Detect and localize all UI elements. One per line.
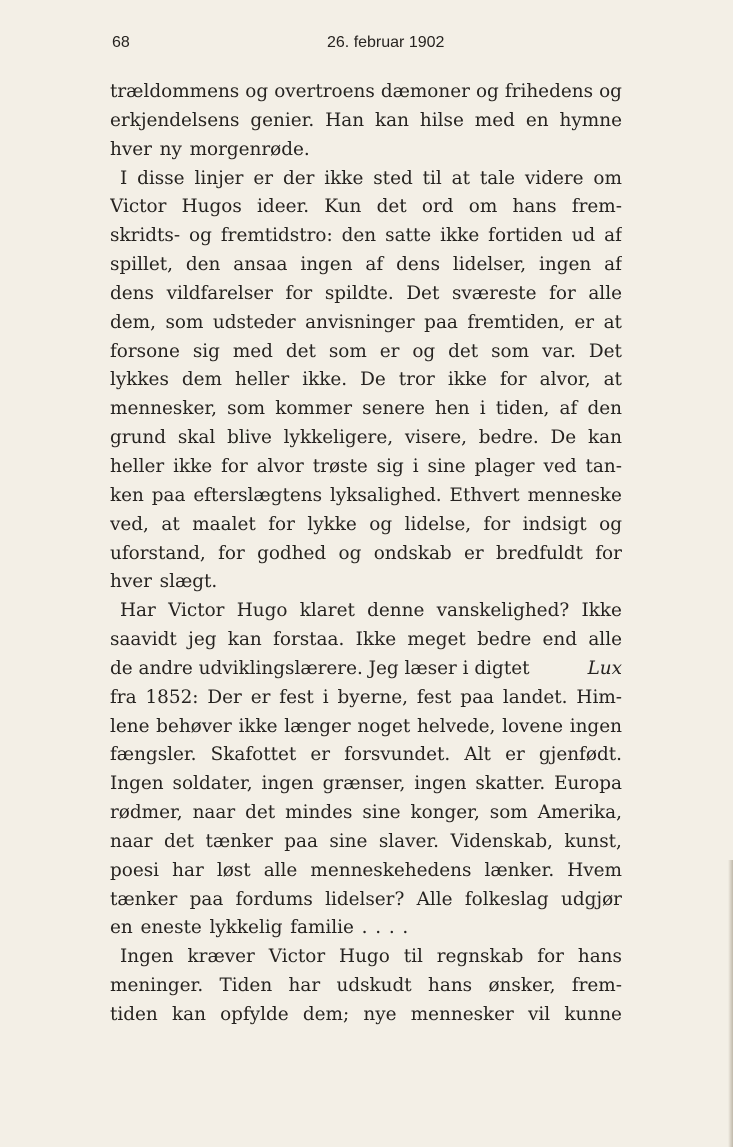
word: om	[468, 196, 498, 218]
text-line	[110, 338, 622, 367]
word: sine	[329, 830, 368, 852]
word: ikke	[324, 167, 364, 189]
word: forsone	[110, 340, 180, 362]
text-line	[110, 309, 622, 338]
word: ingen	[414, 773, 467, 795]
word: for	[549, 282, 576, 304]
word: lidelser?	[325, 888, 405, 910]
word: Victor	[110, 196, 167, 218]
word: Der	[207, 686, 242, 708]
word: til	[403, 946, 423, 968]
word: 1852:	[145, 686, 199, 708]
word: grund	[110, 427, 167, 449]
word: sig	[192, 340, 220, 362]
word: det	[448, 340, 479, 362]
word: sted	[373, 167, 413, 189]
word: helvede,	[417, 715, 496, 737]
word: slægt.	[159, 571, 218, 593]
word: den	[587, 398, 622, 420]
word: sværeste	[451, 282, 537, 304]
word: trøste	[312, 455, 368, 477]
word: dem,	[110, 311, 156, 333]
word: Han	[325, 109, 365, 131]
text-line	[110, 193, 622, 222]
word: overtroens	[274, 81, 375, 102]
word: fest	[416, 686, 452, 708]
text-line	[110, 78, 622, 107]
word: fortiden	[488, 225, 563, 247]
word: blive	[227, 427, 272, 449]
word: for	[268, 513, 295, 535]
word: lyksalighed.	[329, 484, 442, 506]
word: bredfuldt	[496, 542, 583, 564]
word: og	[599, 513, 622, 535]
word: rødmer,	[110, 802, 183, 824]
word: ondskab	[373, 542, 452, 564]
word: vildfarelser	[166, 282, 273, 304]
word: hver	[110, 571, 152, 593]
word: ingen	[300, 254, 353, 276]
word: fordums	[235, 888, 313, 910]
word: Alle	[416, 888, 453, 910]
word: Ikke	[581, 600, 622, 622]
text-line	[110, 713, 622, 742]
word: er	[505, 744, 525, 766]
word: paa	[151, 484, 186, 506]
word: lykkeligere,	[283, 427, 394, 449]
word: som	[165, 311, 204, 333]
word: skridts-	[110, 225, 181, 247]
word: Hugos	[181, 196, 242, 218]
word: ord	[421, 196, 454, 218]
word: nye	[363, 1004, 397, 1025]
word: konger,	[410, 802, 480, 824]
word: er	[574, 311, 595, 333]
text-line	[110, 280, 622, 309]
word: lovene	[502, 715, 564, 737]
word: til	[422, 167, 442, 189]
word: forstaa.	[273, 629, 345, 651]
body-text	[110, 78, 622, 1030]
word: paa	[424, 311, 458, 333]
word: byerne,	[337, 686, 408, 708]
text-line	[110, 482, 622, 511]
word: af	[559, 398, 578, 420]
word: godhed	[257, 542, 327, 564]
word: naar	[110, 830, 153, 852]
word: og	[369, 513, 393, 535]
word: kræver	[187, 946, 255, 968]
word: og	[475, 81, 499, 102]
text-line	[110, 770, 622, 799]
word: .	[402, 917, 409, 939]
word: noget	[357, 715, 411, 737]
word: mennesker	[410, 1004, 514, 1025]
text-line	[110, 222, 622, 251]
word: hver	[110, 138, 152, 160]
word: af	[604, 225, 622, 247]
word: forsvundet.	[344, 744, 451, 766]
text-line	[110, 366, 622, 395]
word: den	[341, 225, 377, 247]
word: lykkes	[110, 369, 169, 391]
word: tænker	[205, 830, 273, 852]
word: uforstand,	[110, 542, 206, 564]
text-line	[110, 597, 622, 626]
word: med	[474, 109, 515, 131]
word: Amerika,	[537, 802, 622, 824]
page-header	[112, 34, 620, 58]
word: ved,	[110, 513, 149, 535]
word: videre	[524, 167, 584, 189]
word: bedre	[477, 629, 532, 651]
word: kan	[375, 109, 409, 131]
word: udsteder	[212, 311, 296, 333]
word: i	[322, 686, 329, 708]
word: om	[593, 167, 622, 189]
word: og	[189, 225, 212, 247]
word: vil	[528, 1004, 551, 1025]
word: Kun	[324, 196, 362, 218]
word: Ingen	[110, 773, 164, 795]
text-line	[110, 1001, 622, 1030]
word: er	[253, 167, 274, 189]
word: Har	[120, 600, 156, 622]
word: fremtidstro:	[220, 225, 333, 247]
word: folkeslag	[464, 888, 549, 910]
word: Skafottet	[210, 744, 297, 766]
page-number: 68	[112, 34, 130, 51]
text-line	[110, 741, 622, 770]
word: af	[604, 254, 622, 276]
word: ansaa	[233, 254, 288, 276]
running-head: 26. februar 1902	[327, 34, 445, 51]
text-line	[110, 828, 622, 857]
word: ingen	[569, 715, 622, 737]
word: for	[285, 282, 313, 304]
word: ikke	[173, 455, 213, 477]
word: gjenfødt.	[538, 744, 622, 766]
text-line	[110, 943, 622, 972]
word: kunne	[564, 1004, 622, 1025]
text-line	[110, 626, 622, 655]
text-line	[110, 972, 622, 1001]
word: mennesker,	[110, 398, 217, 420]
word: paa	[284, 830, 318, 852]
word: ideer.	[257, 196, 310, 218]
word: ingen	[539, 254, 592, 276]
text-line	[110, 453, 622, 482]
text-line	[110, 886, 622, 915]
word: skatter.	[475, 773, 546, 795]
word: anvisninger	[305, 311, 415, 333]
word: poesi	[110, 859, 160, 881]
word: tror	[398, 369, 435, 391]
page-edge-shadow	[728, 860, 733, 1147]
word: og	[338, 542, 362, 564]
word: at	[161, 513, 180, 535]
word: alle	[263, 859, 298, 881]
word: I	[120, 167, 128, 189]
word: indsigt	[522, 513, 587, 535]
word: behøver	[156, 715, 232, 737]
word: har	[288, 975, 321, 997]
word: og	[245, 81, 269, 102]
word: ikke	[238, 715, 278, 737]
word: for	[595, 542, 622, 564]
word: er	[379, 340, 400, 362]
word: længer	[284, 715, 351, 737]
word: dem	[181, 369, 223, 391]
word: maalet	[192, 513, 256, 535]
word: Videnskab,	[450, 830, 553, 852]
word: det	[245, 802, 276, 824]
word: den	[185, 254, 221, 276]
word: hans	[512, 196, 557, 218]
word: spillet,	[110, 254, 173, 276]
word: menneske	[527, 484, 622, 506]
word: end	[542, 629, 578, 651]
word: for	[499, 369, 527, 391]
word: alle	[588, 282, 622, 304]
word: meninger.	[110, 975, 204, 997]
word: alle	[588, 629, 622, 651]
word: tiden,	[495, 398, 550, 420]
word: Him-	[576, 686, 622, 708]
word: ken	[110, 484, 144, 506]
word: for	[218, 542, 245, 564]
word: tan-	[585, 455, 622, 477]
word: lene	[110, 715, 150, 737]
word: .	[361, 917, 368, 939]
word: kunst,	[564, 830, 622, 852]
word: efterslægtens	[193, 484, 323, 506]
text-line	[110, 799, 622, 828]
word: denne	[367, 600, 425, 622]
word: for	[221, 455, 248, 477]
word: og	[599, 81, 622, 102]
word: som	[227, 398, 266, 420]
word: slaver.	[378, 830, 440, 852]
word: kommer	[275, 398, 352, 420]
word: mindes	[285, 802, 353, 824]
word: tale	[479, 167, 516, 189]
word: landet.	[502, 686, 568, 708]
word: klaret	[299, 600, 355, 622]
word: er	[310, 744, 331, 766]
word: at	[603, 311, 622, 333]
word: alvor,	[539, 369, 591, 391]
word: Det	[588, 340, 622, 362]
word: og	[412, 340, 436, 362]
text-line	[110, 165, 622, 194]
text-line	[110, 684, 622, 713]
word: vanskelighed?	[436, 600, 570, 622]
word: løst	[216, 859, 251, 881]
word: lidelse,	[404, 513, 472, 535]
text-line	[110, 540, 622, 569]
text-line-with-italic	[110, 655, 622, 684]
word: sine	[427, 455, 466, 477]
word: skal	[177, 427, 216, 449]
word: morgenrøde.	[189, 138, 310, 160]
word: er	[250, 686, 271, 708]
word: heller	[235, 369, 290, 391]
word: trældommens	[110, 81, 240, 102]
word: familie	[290, 917, 354, 939]
text-line	[110, 914, 622, 943]
word: fængsler.	[110, 744, 197, 766]
word: som	[491, 340, 530, 362]
word: ingen	[261, 773, 314, 795]
word: frihedens	[504, 81, 594, 102]
word: ud	[571, 225, 596, 247]
word: senere	[362, 398, 425, 420]
word: Ikke	[355, 629, 397, 651]
word: paa	[189, 888, 224, 910]
word: satte	[385, 225, 432, 247]
word: disse	[137, 167, 185, 189]
word: Victor	[268, 946, 326, 968]
word: alvor	[256, 455, 304, 477]
word: genier.	[250, 109, 315, 131]
word: bedre.	[478, 427, 539, 449]
word: ikke.	[302, 369, 348, 391]
word: som	[489, 802, 528, 824]
word: fra	[110, 686, 137, 708]
word: Hugo	[339, 946, 390, 968]
word: ønsker,	[488, 975, 556, 997]
text-line	[110, 511, 622, 540]
word: sig	[376, 455, 404, 477]
word: De	[550, 427, 577, 449]
word: ikke	[447, 369, 487, 391]
word: eneste	[140, 917, 202, 939]
word: som	[328, 340, 367, 362]
word: Det	[406, 282, 440, 304]
word: i	[412, 455, 419, 477]
word: med	[232, 340, 273, 362]
word: af	[365, 254, 384, 276]
word: hans	[577, 946, 622, 968]
word: soldater,	[172, 773, 253, 795]
word: kan	[171, 1004, 206, 1025]
word: der	[282, 167, 315, 189]
word: Ingen	[120, 946, 174, 968]
word: dens	[110, 282, 154, 304]
word: grænser,	[322, 773, 406, 795]
word: hans	[428, 975, 473, 997]
word: plager	[474, 455, 535, 477]
word: Hvem	[567, 859, 622, 881]
word: sine	[362, 802, 401, 824]
word: det	[164, 830, 195, 852]
word: linjer	[194, 167, 244, 189]
word: jeg	[188, 629, 217, 651]
word: dæmoner	[380, 81, 470, 102]
word: Alt	[464, 744, 491, 766]
word: regnskab	[436, 946, 524, 968]
word: lidelser,	[452, 254, 527, 276]
word: tiden	[110, 1004, 158, 1025]
word: opfylde	[220, 1004, 289, 1025]
text-line	[110, 136, 622, 165]
word: erkjendelsens	[110, 109, 240, 131]
word: at	[451, 167, 471, 189]
word: meget	[407, 629, 466, 651]
word: en	[525, 109, 549, 131]
word: hilse	[419, 109, 464, 131]
word: hen	[435, 398, 470, 420]
word: lykke	[307, 513, 357, 535]
word: kan	[227, 629, 262, 651]
word: Europa	[554, 773, 622, 795]
word: lykkelig	[209, 917, 283, 939]
text-line	[110, 424, 622, 453]
word: Tiden	[219, 975, 273, 997]
word: Ethvert	[449, 484, 520, 506]
word: fremtiden,	[467, 311, 565, 333]
word: frem-	[571, 196, 622, 218]
text-line	[110, 395, 622, 424]
word: tænker	[110, 888, 178, 910]
word: Victor	[168, 600, 225, 622]
word: .	[388, 917, 395, 939]
word: kan	[587, 427, 622, 449]
italic-title: Lux	[587, 657, 622, 679]
word: har	[172, 859, 204, 881]
word: heller	[110, 455, 165, 477]
text-line-part: de andre udviklingslærere. Jeg læser i digtet	[110, 657, 530, 679]
word: naar	[192, 802, 236, 824]
word: frem-	[571, 975, 622, 997]
text-line	[110, 107, 622, 136]
word: en	[110, 917, 133, 939]
word: Hugo	[236, 600, 288, 622]
word: at	[603, 369, 622, 391]
word: dem;	[302, 1004, 350, 1025]
word: spildte.	[324, 282, 394, 304]
word: lænker.	[484, 859, 555, 881]
word: udskudt	[336, 975, 412, 997]
text-line	[110, 568, 622, 597]
word: det	[285, 340, 316, 362]
text-line	[110, 251, 622, 280]
word: visere,	[404, 427, 467, 449]
word: var.	[541, 340, 576, 362]
word: saavidt	[110, 629, 177, 651]
word: ny	[159, 138, 182, 160]
word: udgjør	[560, 888, 622, 910]
word: paa	[460, 686, 494, 708]
word: er	[464, 542, 484, 564]
word: De	[360, 369, 386, 391]
word: i	[479, 398, 486, 420]
word: ved	[543, 455, 577, 477]
word: det	[376, 196, 407, 218]
word: menneskehedens	[310, 859, 472, 881]
word: for	[483, 513, 511, 535]
word: hymne	[559, 109, 622, 131]
word: .	[375, 917, 382, 939]
word: dens	[396, 254, 441, 276]
text-line	[110, 857, 622, 886]
word: for	[537, 946, 564, 968]
word: fest	[279, 686, 314, 708]
word: ikke	[440, 225, 480, 247]
